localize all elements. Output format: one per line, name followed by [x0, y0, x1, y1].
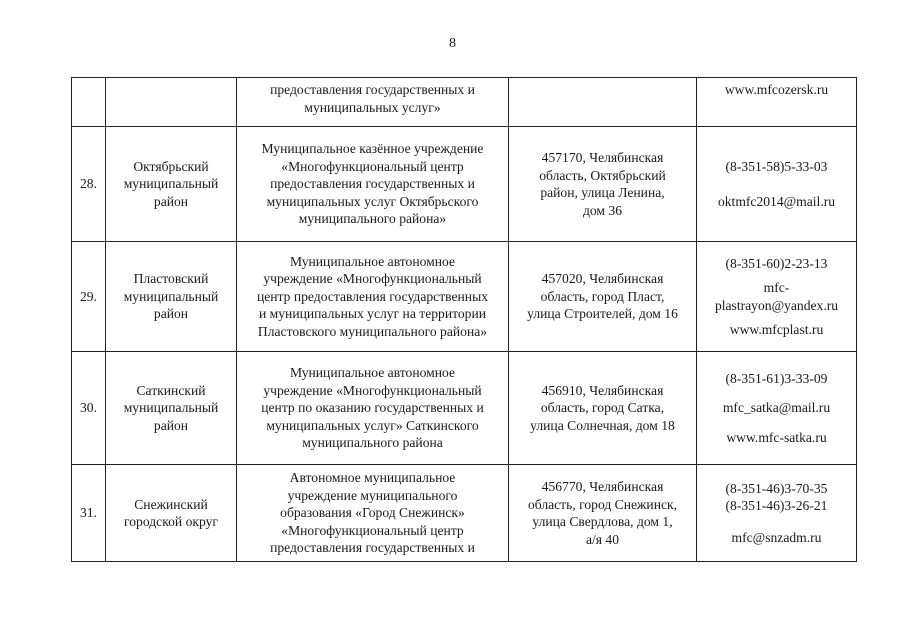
name-line: Снежинский [134, 496, 208, 512]
cell-contacts [697, 352, 857, 465]
addr-line: область, город Снежинск, [527, 496, 678, 512]
org-line: учреждение муниципального [287, 487, 458, 503]
addr-line: область, город Пласт, [540, 288, 665, 304]
cell-municipality [106, 127, 237, 242]
name-line: Октябрьский [133, 158, 209, 174]
row-number: 31. [72, 465, 106, 562]
spacer [701, 272, 852, 279]
cell-address [509, 465, 697, 562]
cell-organization [237, 465, 509, 562]
table-row [72, 352, 857, 465]
table-row [72, 465, 857, 562]
name-line: муниципальный [123, 288, 219, 304]
org-line: Муниципальное автономное [289, 365, 456, 381]
addr-line: улица Солнечная, дом 18 [530, 417, 675, 433]
org-line: центр по оказанию государственных и [261, 400, 484, 416]
org-line: учреждение «Многофункциональный [263, 271, 482, 287]
cell-organization [237, 352, 509, 465]
table-row [72, 242, 857, 352]
phone-number: (8-351-46)3-70-35 [725, 480, 828, 496]
org-line: муниципальных услуг» [304, 99, 441, 115]
addr-line: 457170, Челябинская [541, 150, 664, 165]
name-line: Пластовский [133, 271, 209, 287]
org-line: муниципального района» [298, 211, 447, 227]
row-number: 29. [72, 242, 106, 352]
phone-number: (8-351-46)3-26-21 [725, 498, 828, 514]
spacer [701, 387, 852, 399]
addr-line: область, город Сатка, [540, 400, 665, 416]
row-number: 28. [72, 127, 106, 242]
addr-line: а/я 40 [585, 531, 620, 547]
org-line: предоставления государственных и [270, 82, 475, 97]
org-line: Муниципальное казённое учреждение [261, 141, 484, 157]
name-line: муниципальный [123, 176, 219, 192]
cell-address [509, 127, 697, 242]
website-link[interactable]: www.mfc-satka.ru [726, 429, 827, 445]
addr-line: область, Октябрьский [539, 167, 666, 183]
phone-number: (8-351-58)5-33-03 [725, 159, 828, 174]
name-line: район [153, 417, 189, 433]
cell-address [509, 352, 697, 465]
cell-contacts [697, 78, 857, 127]
table-row [72, 127, 857, 242]
cell-contacts [697, 242, 857, 352]
cell-organization [237, 242, 509, 352]
spacer [701, 417, 852, 429]
spacer [701, 314, 852, 321]
name-line: городской округ [124, 514, 218, 529]
cell-organization [237, 78, 509, 127]
org-line: учреждение «Многофункциональный [263, 382, 482, 398]
email-link[interactable]: mfc_satka@mail.ru [722, 400, 831, 416]
email-link[interactable]: plastrayon@yandex.ru [714, 297, 839, 313]
website-link[interactable]: www.mfcplast.ru [729, 322, 824, 337]
org-line: муниципальных услуг» Саткинского [266, 417, 479, 433]
cell-organization [237, 127, 509, 242]
cell-number [72, 78, 106, 127]
addr-line: район, улица Ленина, [540, 185, 665, 200]
addr-line: улица Свердлова, дом 1, [532, 514, 673, 529]
spacer [701, 176, 852, 193]
org-line: Пластовского муниципального района» [257, 323, 488, 339]
org-line: и муниципальных услуг на территории [258, 306, 487, 322]
name-line: район [153, 193, 189, 209]
org-line: центр предоставления государственных [256, 288, 489, 304]
email-link[interactable]: mfc- [763, 280, 790, 295]
email-link[interactable]: oktmfc2014@mail.ru [717, 193, 836, 209]
spacer [701, 515, 852, 529]
cell-municipality [106, 242, 237, 352]
cell-municipality [106, 465, 237, 562]
org-line: «Многофункциональный центр [281, 522, 464, 538]
page-number: 8 [449, 36, 456, 51]
cell-address [509, 78, 697, 127]
org-line: муниципальных услуг Октябрьского [266, 193, 479, 209]
cell-address [509, 242, 697, 352]
addr-line: улица Строителей, дом 16 [527, 306, 678, 322]
org-line: Муниципальное автономное [289, 253, 456, 269]
addr-line: 456770, Челябинская [541, 479, 664, 494]
name-line: муниципальный [123, 400, 219, 416]
name-line: район [153, 306, 189, 322]
email-link[interactable]: mfc@snzadm.ru [731, 529, 822, 545]
cell-contacts [697, 127, 857, 242]
org-line: муниципального района [302, 435, 443, 451]
website-link[interactable]: www.mfcozersk.ru [724, 82, 829, 97]
addr-line: дом 36 [582, 202, 623, 218]
org-line: предоставления государственных и [270, 176, 475, 192]
phone-number: (8-351-60)2-23-13 [725, 255, 828, 271]
addr-line: 457020, Челябинская [541, 271, 664, 287]
table-row-continuation [72, 78, 857, 127]
org-line: предоставления государственных и [270, 540, 475, 556]
phone-number: (8-351-61)3-33-09 [725, 370, 828, 386]
org-line: Автономное муниципальное [289, 470, 456, 486]
org-line: «Многофункциональный центр [281, 158, 464, 174]
cell-contacts [697, 465, 857, 562]
cell-municipality [106, 352, 237, 465]
addr-line: 456910, Челябинская [541, 382, 664, 398]
cell-municipality [106, 78, 237, 127]
mfc-registry-table [71, 77, 857, 562]
name-line: Саткинский [136, 382, 206, 398]
row-number: 30. [72, 352, 106, 465]
org-line: образования «Город Снежинск» [280, 505, 465, 521]
